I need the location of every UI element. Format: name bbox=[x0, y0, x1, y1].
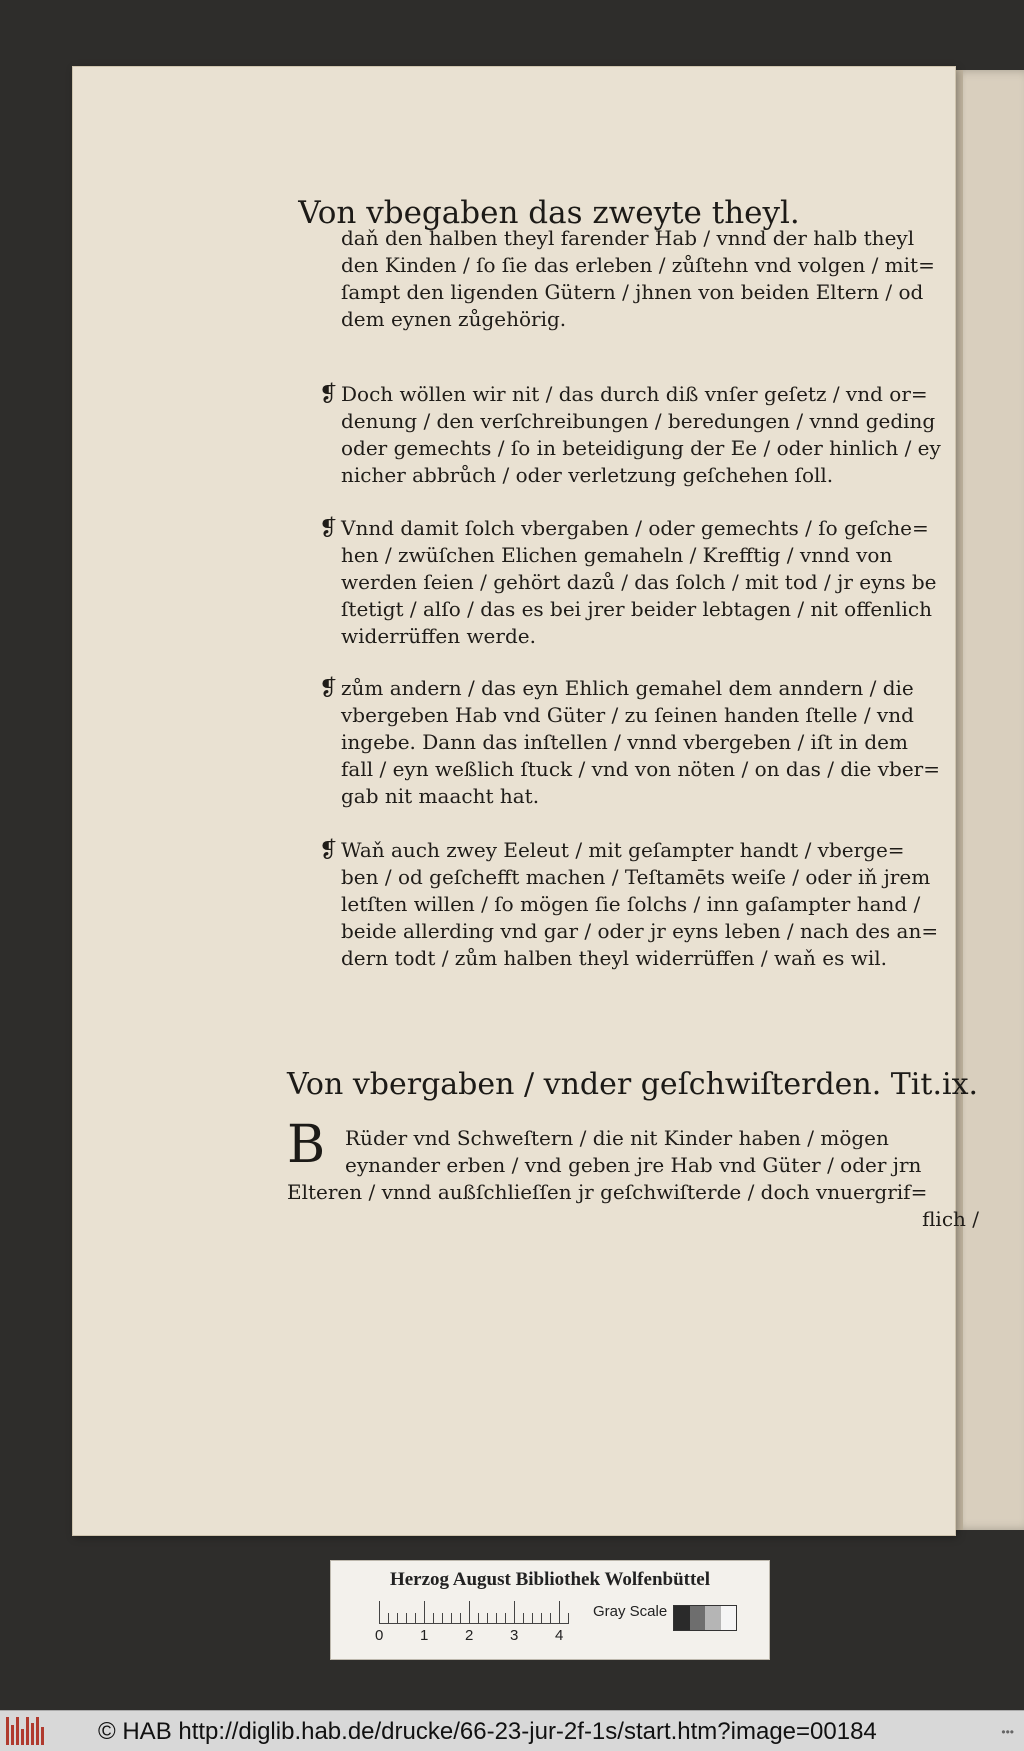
text-line: Doch wöllen wir nit / das durch diß vnſer geſetz / vnd or= bbox=[341, 382, 928, 406]
paragraph-1 bbox=[319, 381, 981, 489]
text-line: gab nit maacht hat. bbox=[341, 784, 540, 808]
gray-swatch bbox=[674, 1606, 690, 1630]
text-line: eynander erben / vnd geben jre Hab vnd Güter / oder jrn bbox=[345, 1153, 922, 1177]
paragraph-4 bbox=[319, 837, 981, 972]
pilcrow-icon: ❡ bbox=[319, 382, 338, 407]
paragraph-2 bbox=[319, 515, 981, 650]
text-line: dern todt / zům halben theyl widerrüffen / waň es wil. bbox=[341, 946, 887, 970]
text-line: fall / eyn weßlich ſtuck / vnd von nöten / on das / die vber= bbox=[341, 757, 941, 781]
hab-barcode-logo-icon[interactable] bbox=[6, 1717, 46, 1745]
text-line: flich / bbox=[922, 1207, 979, 1231]
pilcrow-icon: ❡ bbox=[319, 516, 338, 541]
ruler-number: 4 bbox=[555, 1627, 564, 1644]
running-head: Von vbegaben das zweyte theyl. bbox=[298, 195, 800, 231]
footer-bar bbox=[0, 1710, 1024, 1751]
scanned-page bbox=[73, 67, 979, 1535]
text-line: ſtetigt / alſo / das es bei jrer beider lebtagen / nit offenlich bbox=[341, 597, 933, 621]
ruler-number: 1 bbox=[420, 1627, 429, 1644]
text-line: Rüder vnd Schweſtern / die nit Kinder haben / mögen bbox=[345, 1126, 889, 1150]
text-line: daň den halben theyl farender Hab / vnnd der halb theyl bbox=[341, 226, 915, 250]
gray-scale-label: Gray Scale bbox=[593, 1603, 668, 1620]
text-line: beide allerding vnd gar / oder jr eyns leben / nach des an= bbox=[341, 919, 939, 943]
drop-cap: B bbox=[287, 1115, 326, 1175]
more-dots-icon[interactable]: ••• bbox=[1001, 1725, 1014, 1739]
source-url[interactable]: © HAB http://diglib.hab.de/drucke/66-23-jur-2f-1s/start.htm?image=00184 bbox=[98, 1718, 877, 1745]
final-paragraph bbox=[287, 1115, 987, 1233]
text-line: vbergeben Hab vnd Güter / zu ſeinen handen ſtelle / vnd bbox=[341, 703, 914, 727]
text-line: hen / zwüſchen Elichen gemaheln / Krefftig / vnnd von bbox=[341, 543, 893, 567]
library-name: Herzog August Bibliothek Wolfenbüttel bbox=[389, 1569, 711, 1590]
text-line: ingebe. Dann das inſtellen / vnnd vbergeben / iſt in dem bbox=[341, 730, 908, 754]
gray-scale-swatches bbox=[673, 1605, 737, 1631]
ruler-numbers bbox=[369, 1627, 569, 1647]
ruler-number: 3 bbox=[510, 1627, 519, 1644]
text-line: Elteren / vnnd außſchlieſſen jr geſchwiſterde / doch vnuergrif= bbox=[287, 1180, 928, 1204]
text-line: ben / od geſchefft machen / Teſtamēts weiſe / oder iň jrem bbox=[341, 865, 931, 889]
paragraph-3 bbox=[319, 675, 981, 810]
text-line: Waň auch zwey Eeleut / mit geſampter handt / vberge= bbox=[341, 838, 905, 862]
gray-swatch bbox=[690, 1606, 706, 1630]
intro-paragraph bbox=[341, 225, 981, 333]
text-line: dem eynen zůgehörig. bbox=[341, 307, 567, 331]
text-line: werden ſeien / gehört dazů / das ſolch / mit tod / jr eyns be bbox=[341, 570, 937, 594]
text-line: oder gemechts / ſo in beteidigung der Ee / oder hinlich / ey bbox=[341, 436, 941, 460]
text-line: Vnnd damit ſolch vbergaben / oder gemechts / ſo geſche= bbox=[341, 516, 929, 540]
text-line: zům andern / das eyn Ehlich gemahel dem anndern / die bbox=[341, 676, 914, 700]
text-line: den Kinden / ſo ſie das erleben / zůſtehn vnd volgen / mit= bbox=[341, 253, 935, 277]
pilcrow-icon: ❡ bbox=[319, 838, 338, 863]
text-line: ſampt den ligenden Gütern / jhnen von beiden Eltern / od bbox=[341, 280, 924, 304]
ruler-number: 0 bbox=[375, 1627, 384, 1644]
text-line: letſten willen / ſo mögen ſie ſolchs / inn gaſampter hand / bbox=[341, 892, 921, 916]
text-line: denung / den verſchreibungen / beredungen / vnnd geding bbox=[341, 409, 936, 433]
ruler bbox=[379, 1601, 569, 1624]
ruler-number: 2 bbox=[465, 1627, 474, 1644]
pilcrow-icon: ❡ bbox=[319, 676, 338, 701]
gray-swatch bbox=[705, 1606, 721, 1630]
text-line: nicher abbrůch / oder verletzung geſchehen ſoll. bbox=[341, 463, 834, 487]
color-scale-card bbox=[330, 1560, 770, 1660]
text-line: widerrüffen werde. bbox=[341, 624, 536, 648]
section-title: Von vbergaben / vnder geſchwiſterden. Tit.ix. bbox=[287, 1067, 979, 1102]
gray-swatch bbox=[721, 1606, 737, 1630]
